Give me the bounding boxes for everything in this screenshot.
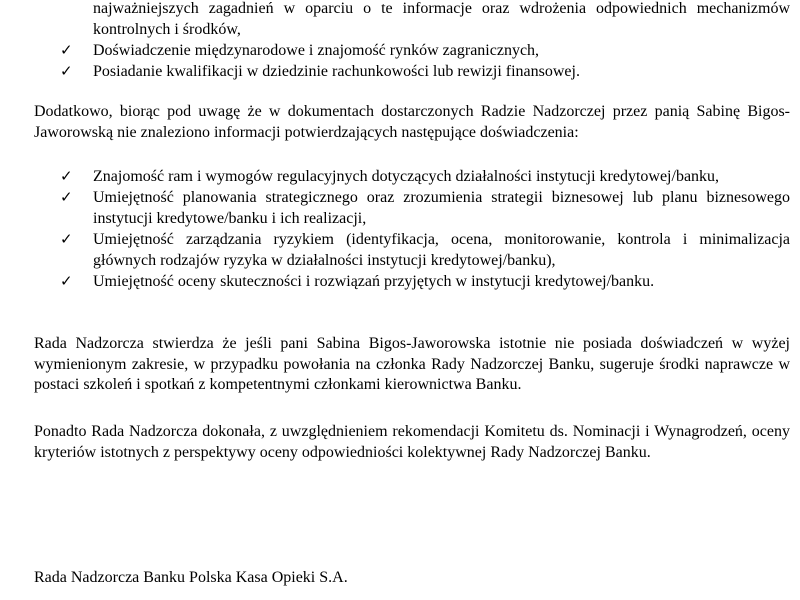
paragraph-additional-info: Dodatkowo, biorąc pod uwagę że w dokumentach dostarczonych Radzie Nadzorczej przez panią Sabinę Bigos-Jaworowską nie znaleziono informacji potwierdzających następujące doświadczenia: — [34, 103, 790, 141]
list-item-text: Posiadanie kwalifikacji w dziedzinie rachunkowości lub rewizji finansowej. — [93, 63, 580, 80]
list-item-continuation — [60, 0, 790, 40]
top-checklist — [60, 0, 790, 82]
checkmark-icon: ✓ — [60, 167, 73, 185]
list-item — [60, 187, 790, 229]
list-item-text: Doświadczenie międzynarodowe i znajomość rynków zagranicznych, — [93, 42, 540, 59]
list-item — [60, 229, 790, 271]
list-item-text: Umiejętność planowania strategicznego oraz zrozumienia strategii biznesowej lub planu biznesowego instytucji kredytowe/banku i ich realizacji, — [93, 189, 790, 227]
list-item-text: Znajomość ram i wymogów regulacyjnych dotyczących działalności instytucji kredytowej/banku, — [93, 168, 720, 185]
checkmark-icon: ✓ — [60, 188, 73, 206]
signature-line: Rada Nadzorcza Banku Polska Kasa Opieki S.A. — [34, 569, 348, 586]
list-item — [60, 166, 790, 187]
list-item — [60, 40, 790, 61]
list-item-text: Umiejętność oceny skuteczności i rozwiązań przyjętych w instytucji kredytowej/banku. — [93, 273, 655, 290]
checkmark-icon: ✓ — [60, 41, 73, 59]
checkmark-icon: ✓ — [60, 230, 73, 248]
checkmark-icon: ✓ — [60, 272, 73, 290]
paragraph-remedial-measures: Rada Nadzorcza stwierdza że jeśli pani Sabina Bigos-Jaworowska istotnie nie posiada doświadczeń w wyżej wymienionym zakresie, w przypadku powołania na członka Rady Nadzorczej Banku, sugeruje środki naprawcze w postaci szkoleń i spotkań z kompetentnymi członkami kierownictwa Banku. — [34, 335, 790, 393]
list-item — [60, 61, 790, 82]
paragraph-collective-assessment: Ponadto Rada Nadzorcza dokonała, z uwzględnieniem rekomendacji Komitetu ds. Nominacji i Wynagrodzeń, oceny kryteriów istotnych z perspektywy oceny odpowiedniości kolektywnej Rady Nadzorczej Banku. — [34, 423, 790, 461]
list-item — [60, 271, 790, 292]
list-item-text: Umiejętność zarządzania ryzykiem (identyfikacja, ocena, monitorowanie, kontrola i minimalizacja głównych rodzajów ryzyka w działalności instytucji kredytowej/banku), — [93, 231, 790, 269]
experience-checklist — [60, 166, 790, 292]
list-item-text: najważniejszych zagadnień w oparciu o te informacje oraz wdrożenia odpowiednich mechanizmów kontrolnych i środków, — [93, 0, 790, 38]
checkmark-icon: ✓ — [60, 62, 73, 80]
